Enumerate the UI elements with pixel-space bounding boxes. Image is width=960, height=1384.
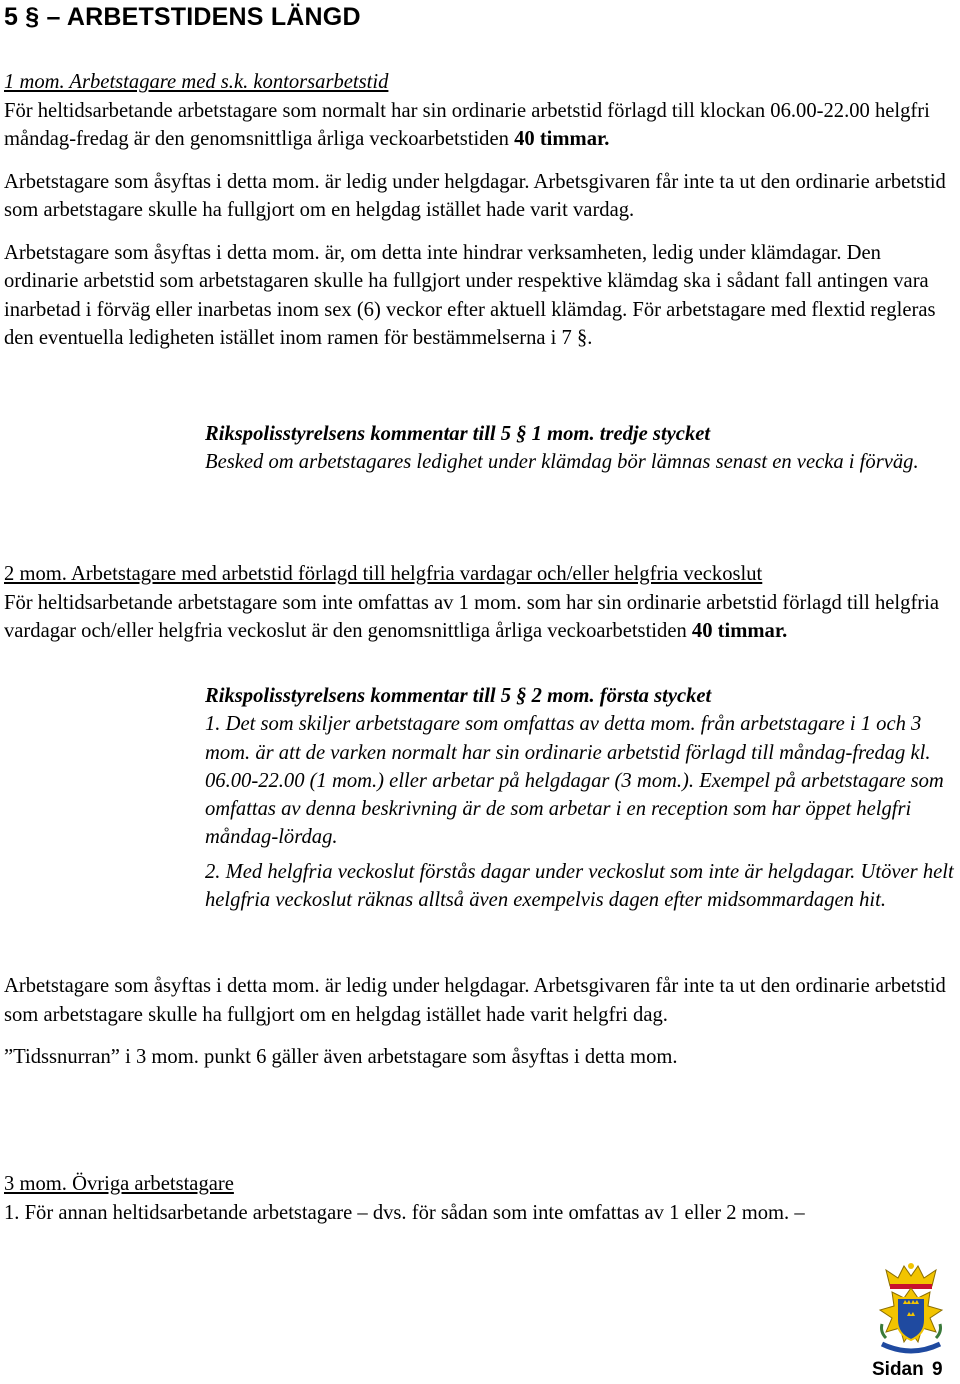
mom2-paragraph-1: För heltidsarbetande arbetstagare som inte omfattas av 1 mom. som har sin ordinarie arbetstid förlagd till helgfria vardagar och/eller helgfria veckoslut är den genomsnittliga årliga veckoarbetstiden 40 timmar. [4,591,940,642]
mom1-title: 1 mom. Arbetstagare med s.k. kontorsarbetstid [4,71,389,93]
mom2-paragraph-2: Arbetstagare som åsyftas i detta mom. är ledig under helgdagar. Arbetsgivaren får inte ta ut den ordinarie arbetstid som arbetstagare skulle ha fullgjort om en helgdag istället hade varit helgfri dag. [4,975,946,1026]
mom3-paragraph-1: 1. För annan heltidsarbetande arbetstagare – dvs. för sådan som inte omfattas av 1 eller 2 mom. – [4,1201,805,1224]
mom1-comment [205,420,955,477]
page-number: Sidan 9 [872,1359,943,1380]
mom1-comment-heading: Rikspolisstyrelsens kommentar till 5 § 1 mom. tredje stycket [205,423,711,445]
mom2-hours: 40 timmar [691,620,783,642]
mom2-title: 2 mom. Arbetstagare med arbetstid förlagd till helgfria vardagar och/eller helgfria veckoslut [4,563,763,585]
mom2-comment-heading: Rikspolisstyrelsens kommentar till 5 § 2 mom. första stycket [205,685,712,707]
mom3-title: 3 mom. Övriga arbetstagare [4,1173,234,1195]
mom1-section [4,68,956,353]
mom1-paragraph-1: För heltidsarbetande arbetstagare som normalt har sin ordinarie arbetstid förlagd till klockan 06.00-22.00 helgfri måndag-fredag är den genomsnittliga årliga veckoarbetstiden 40 timmar. [4,99,930,150]
mom2-comment-item-1: 1. Det som skiljer arbetstagare som omfattas av detta mom. från arbetstagare i 1 och 3 mom. är att de varken normalt har sin ordinarie arbetstid förlagd till måndag-fredag kl. 06.00-22.00 (1 mom.) eller arbetar på helgdagar (3 mom.). Exempel på arbetstagare som omfattas av denna beskrivning är de som arbetar i en reception som har öppet helgfri måndag-lördag. [205,713,944,849]
section-heading: 5 § – ARBETSTIDENS LÄNGD [4,3,361,31]
mom1-comment-text: Besked om arbetstagares ledighet under klämdag bör lämnas senast en vecka i förväg. [205,451,919,474]
mom1-paragraph-3: Arbetstagare som åsyftas i detta mom. är, om detta inte hindrar verksamheten, ledig under klämdagar. Den ordinarie arbetstid som arbetstagaren skulle ha fullgjort under respektive klämdag ska i sådant fall antingen vara inarbetad i förväg eller inarbetas inom sex (6) veckor efter aktuell klämdag. För arbetstagare med flextid regleras den eventuella ledigheten istället inom ramen för bestämmelserna i 7 §. [4,241,936,349]
police-emblem-icon [868,1262,954,1358]
mom2-comment [205,682,955,914]
mom2-comment-item-2: 2. Med helgfria veckoslut förstås dagar under veckoslut som inte är helgdagar. Utöver helt helgfria veckoslut räknas alltså även exempelvis dagen efter midsommardagen hit. [205,860,954,912]
mom2-paragraph-3: ”Tidssnurran” i 3 mom. punkt 6 gäller även arbetstagare som åsyftas i detta mom. [4,1046,678,1068]
mom2-section [4,560,956,646]
mom3-section [4,1170,956,1227]
mom1-paragraph-2: Arbetstagare som åsyftas i detta mom. är ledig under helgdagar. Arbetsgivaren får inte ta ut den ordinarie arbetstid som arbetstagare skulle ha fullgjort om en helgdag istället hade varit vardag. [4,170,946,221]
mom2-continued [4,972,956,1072]
mom1-hours: 40 timmar [514,128,605,150]
